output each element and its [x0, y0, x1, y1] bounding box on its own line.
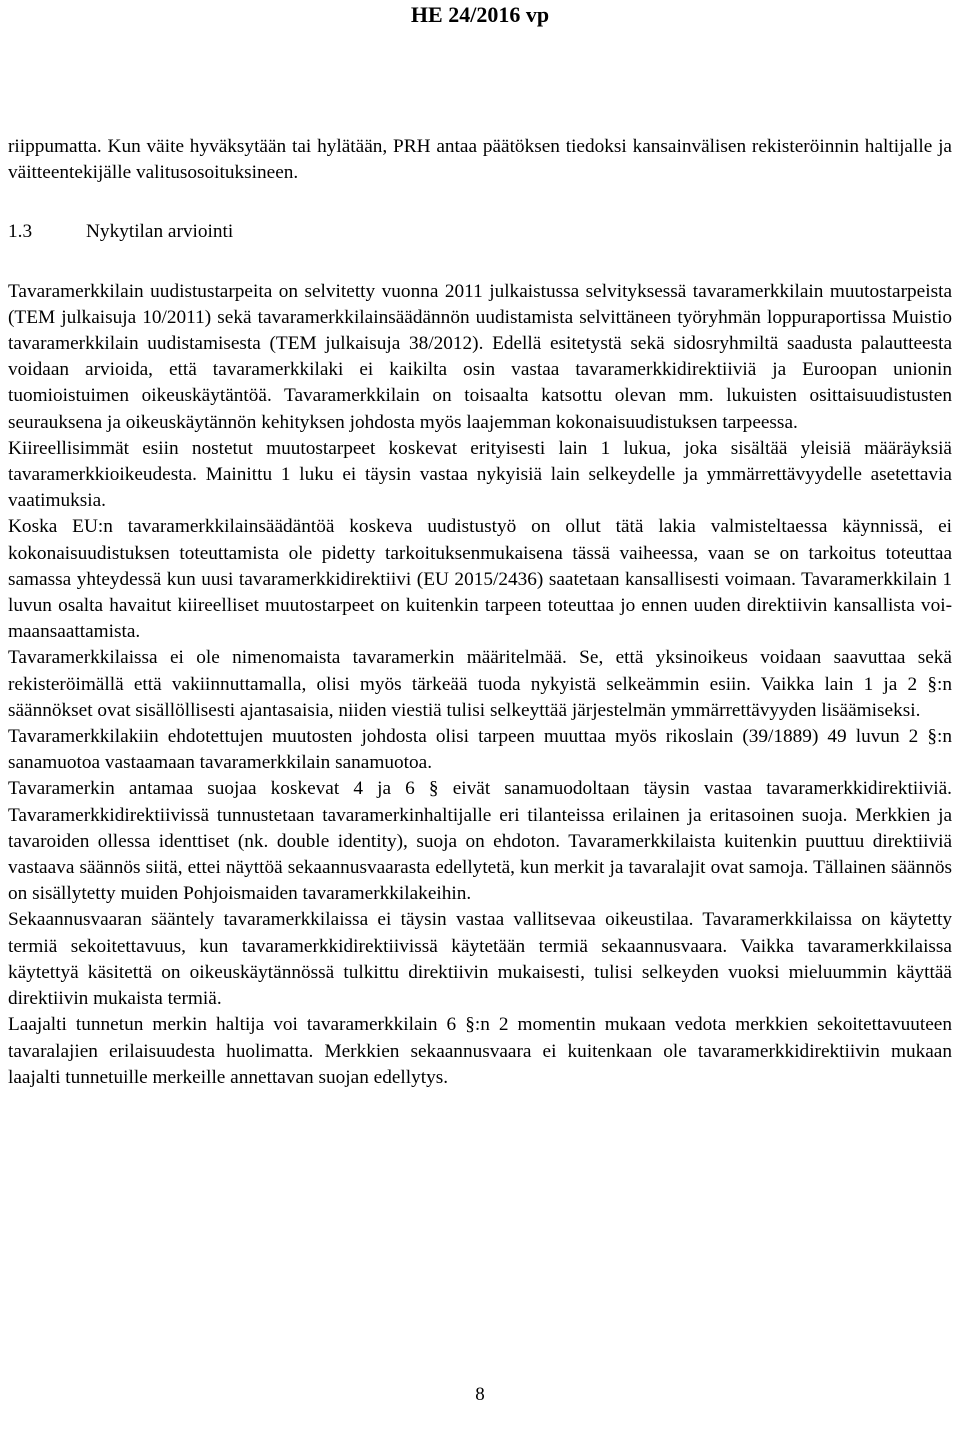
paragraph: Kiireellisimmät esiin nostetut muutostarpeet koskevat erityisesti lain 1 lukua, joka sisältää yleisiä määräyksiä tavaramerkkioikeudesta. Mainittu 1 luku ei täysin vastaa nykyisiä lain selkeydelle ja ymmärrettävyydelle asetettavia vaatimuksia. [8, 437, 952, 512]
paragraph: Tavaramerkkilain uudistustarpeita on selvitetty vuonna 2011 julkaistussa selvityksessä tavaramerkkilain muutostarpeista (TEM julkaisuja 10/2011) sekä tavaramerkkilainsäädännön uudistamista selvittäneen työryhmän loppuraportissa Muistio tavaramerkkilain uudistamisesta (TEM julkaisuja 38/2012). Edellä esitetystä sekä sidosryhmiltä saadusta palautteesta voidaan arvioida, että tavaramerkkilaki ei kaikilta osin vastaa tavaramerkkidirektiiviä ja Euroopan unionin tuomioistuimen oikeuskäytäntöä. Tavaramerkkilain on toisaalta katsottu olevan mm. lukuisten osittaisuudistusten seurauksena ja oikeuskäytännön kehityksen johdosta myös laajemman kokonaisuudistuksen tarpeessa. [8, 280, 952, 433]
section-number: 1.3 [8, 221, 33, 243]
paragraph: Tavaramerkkilaissa ei ole nimenomaista tavaramerkin määritelmää. Se, että yksinoikeus voidaan saavuttaa sekä rekisteröimällä että vakiinnuttamalla, olisi myös tärkeää tuoda nykyistä selkeämmin esiin. Vaikka lain 1 ja 2 §:n säännökset ovat sisällöllisesti ajantasaisia, niiden viestiä tulisi selkeyttää järjestelmän ymmärrettävyyden lisäämiseksi. [8, 647, 952, 721]
intro-paragraph: riippumatta. Kun väite hyväksytään tai hylätään, PRH antaa päätöksen tiedoksi kansainvälisen rekisteröinnin haltijalle ja väitteentekijälle valitusosoituksineen. [8, 136, 952, 184]
paragraph: Tavaramerkin antamaa suojaa koskevat 4 ja 6 § eivät sanamuodoltaan täysin vastaa tavaramerkkidirektiiviä. Tavaramerkkidirektiivissä tunnustetaan tavaramerkinhaltijalle eri tilanteissa erilainen ja eritasoinen suoja. Merkkien ja tavaroiden ollessa identtiset (nk. double identity), suoja on ehdoton. Tavaramerkkilaista kuitenkin puuttuu direktiiviä vastaava säännös siitä, ettei näyttöä sekaannusvaarasta edellytetä, kun merkit ja tavaralajit ovat samoja. Tällainen säännös on sisällytetty muiden Pohjoismaiden tavaramerkkilakeihin. [8, 778, 952, 905]
page-number: 8 [475, 1384, 485, 1405]
document-header: HE 24/2016 vp [410, 2, 550, 27]
page-content [8, 134, 952, 1091]
paragraph: Laajalti tunnetun merkin haltija voi tavaramerkkilain 6 §:n 2 momentin mukaan vedota merkkien sekoitettavuuteen tavaralajien erilaisuudesta huolimatta. Merkkien sekaannusvaara ei kuitenkaan ole tavaramerkkidirektiivin mukaan laajalti tunnetuille merkeille annettavan suojan edellytys. [8, 1014, 952, 1088]
paragraph: Tavaramerkkilakiin ehdotettujen muutosten johdosta olisi tarpeen muuttaa myös rikoslain (39/1889) 49 luvun 2 §:n sanamuotoa vastaamaan tavaramerkkilain sanamuotoa. [8, 726, 952, 774]
paragraph: Koska EU:n tavaramerkkilainsäädäntöä koskeva uudistustyö on ollut tätä lakia valmisteltaessa käynnissä, ei kokonaisuudistuksen toteuttamista ole pidetty tarkoituksenmukaisena tässä vaiheessa, vaan se on tarkoitus toteuttaa samassa yhteydessä kun uusi tavaramerkkidirektiivi (EU 2015/2436) saatetaan kansallisesti voimaan. Tavaramerkkilain 1 luvun osalta havaitut kiireelliset muutostarpeet on kuitenkin tarpeen toteuttaa jo ennen uuden direktiivin kansallista voimaansaattamista. [8, 516, 952, 643]
section-title: Nykytilan arviointi [86, 221, 234, 243]
paragraph: Sekaannusvaaran sääntely tavaramerkkilaissa ei täysin vastaa vallitsevaa oikeustilaa. Tavaramerkkilaissa on käytetty termiä sekoitettavuus, kun tavaramerkkidirektiivissä käytetään termiä sekaannusvaara. Vaikka tavaramerkkilaissa käytettyä käsitettä on oikeuskäytännössä tulkittu direktiivin mukaisesti, tulisi selkeyden vuoksi mieluummin käyttää direktiivin mukaista termiä. [8, 909, 952, 1010]
section-heading [8, 219, 952, 245]
